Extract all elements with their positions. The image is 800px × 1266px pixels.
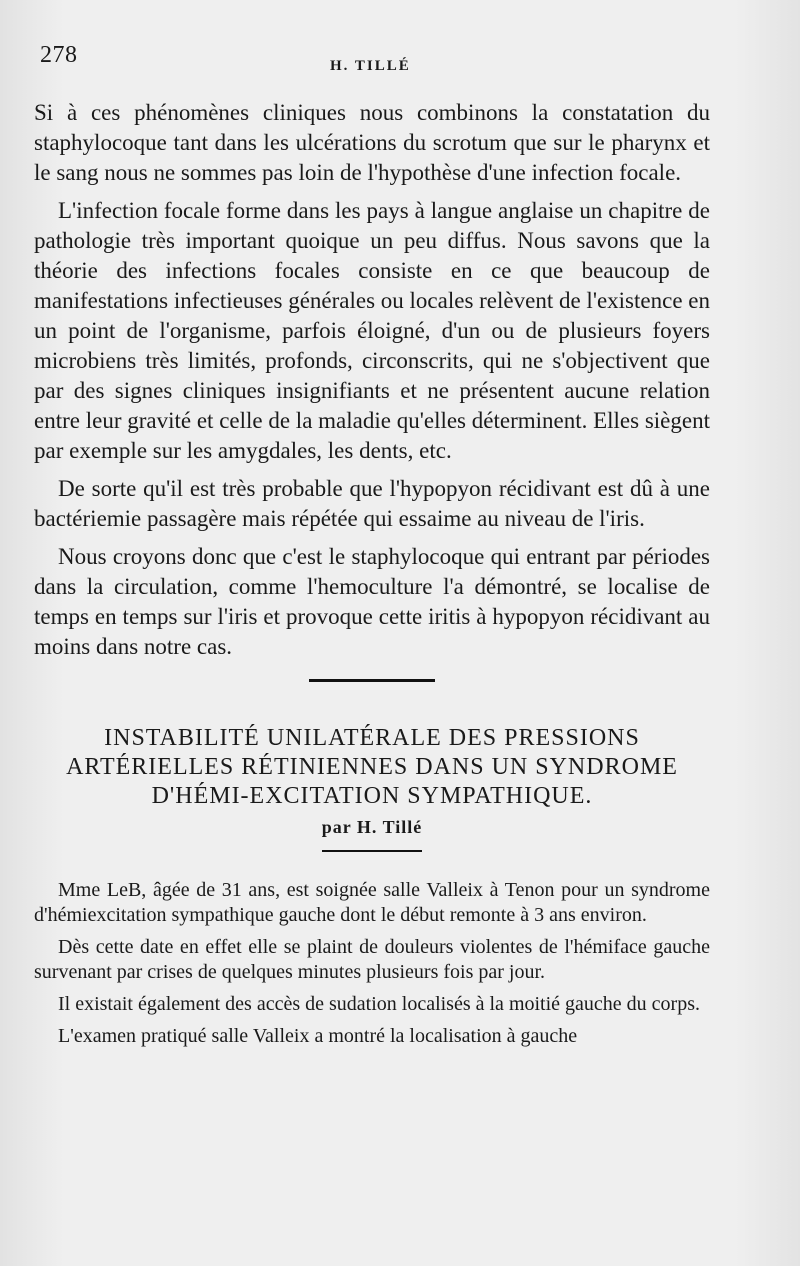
paragraph-conclusion: Nous croyons donc que c'est le staphylocoque qui entrant par périodes dans la circulation, comme l'hemoculture l'a démontré, se localise de temps en temps sur l'iris et provoque cette iritis à hypopyon récidivant au moins dans notre cas. (34, 544, 710, 659)
page-number: 278 (40, 42, 78, 68)
page-content (34, 98, 710, 1049)
paragraph-focal-infection: L'infection focale forme dans les pays à langue anglaise un chapitre de pathologie très important quoique un peu diffus. Nous savons que la théorie des infections focales consiste en ce que beaucoup de manifestations infectieuses générales ou locales relèvent de l'existence en un point de l'organisme, parfois éloigné, d'un ou de plusieurs foyers microbiens très limités, profonds, circonscrits, qui ne s'objectivent que par des signes cliniques insignifiants et ne présentent aucune relation entre leur gravité et celle de la maladie qu'elles déterminent. Elles siègent par exemple sur les amygdales, les dents, etc. (34, 198, 710, 463)
article-paragraph-sweating: Il existait également des accès de sudation localisés à la moitié gauche du corps. (58, 993, 700, 1015)
paragraph-bacteremia: De sorte qu'il est très probable que l'hypopyon récidivant est dû à une bactériemie passagère mais répétée qui essaime au niveau de l'iris. (34, 476, 710, 531)
article-byline: par H. Tillé (321, 817, 423, 837)
page-header (40, 42, 720, 82)
paragraph-hypothesis: Si à ces phénomènes cliniques nous combinons la constatation du staphylocoque tant dans les ulcérations du scrotum que sur le pharynx et le sang nous ne sommes pas loin de l'hypothèse d'une infection focale. (34, 100, 710, 185)
article-paragraph-patient: Mme LeB, âgée de 31 ans, est soignée salle Valleix à Tenon pour un syndrome d'hémiexcitation sympathique gauche dont le début remonte à 3 ans environ. (34, 879, 710, 926)
article-paragraph-pain: Dès cette date en effet elle se plaint de douleurs violentes de l'hémiface gauche survenant par crises de quelques minutes plusieurs fois par jour. (34, 936, 710, 983)
section-divider (309, 679, 435, 682)
running-head: H. TILLÉ (330, 58, 411, 74)
article-paragraph-exam: L'examen pratiqué salle Valleix a montré la localisation à gauche (58, 1025, 578, 1047)
article-body (34, 878, 710, 1049)
byline-divider (322, 850, 422, 852)
article-title: INSTABILITÉ UNILATÉRALE DES PRESSIONS ARTÉRIELLES RÉTINIENNES DANS UN SYNDROME D'HÉMI-EXCITATION SYMPATHIQUE. (66, 725, 678, 809)
